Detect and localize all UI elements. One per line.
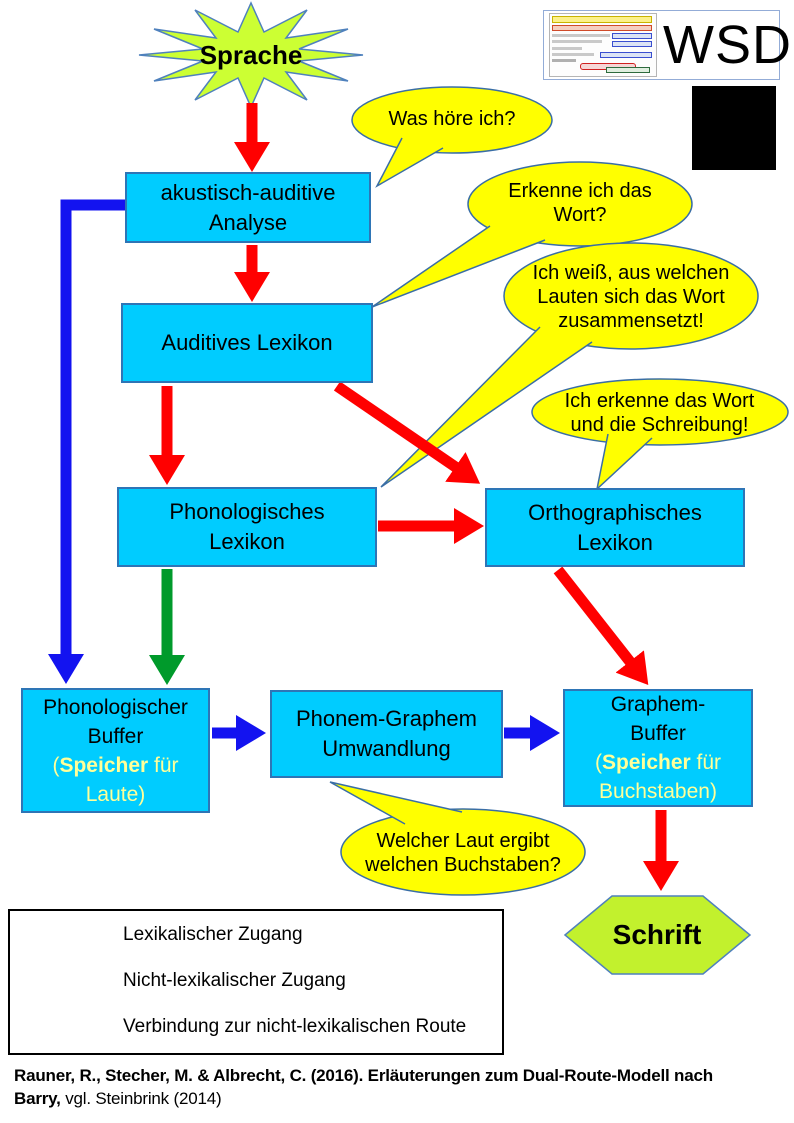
qr-code-icon [692, 86, 776, 170]
thumbnail-row [552, 34, 610, 37]
node-line: Auditives Lexikon [161, 330, 333, 355]
node-line: Buffer [87, 724, 144, 748]
bubble-erkenne-text: Erkenne ich das Wort? [508, 180, 652, 226]
node-line: Lexikon [577, 529, 653, 555]
thumbnail-row [552, 53, 594, 56]
node-line: Phonologischer [43, 695, 188, 719]
node-subtitle: (Speicher für Buchstaben) [594, 751, 722, 803]
schrift-label: Schrift [612, 919, 702, 950]
bubble-welcher-laut-text: Welcher Laut ergibt welchen Buchstaben? [365, 830, 561, 876]
thumbnail-row [552, 59, 576, 62]
node-line: Phonem-Graphem [296, 706, 477, 731]
citation-bold: Rauner, R., Stecher, M. & Albrecht, C. (2016). Erläuterungen zum Dual-Route-Modell nach Barry, [14, 1066, 713, 1108]
node-phonem-graphem-umwandlung [270, 690, 503, 778]
legend-label-lexikalisch: Lexikalischer Zugang [123, 924, 303, 945]
thumbnail-button [612, 41, 652, 47]
wsd-app-thumbnail [549, 13, 657, 77]
sprache-label: Sprache [199, 40, 303, 70]
legend-label-verbindung: Verbindung zur nicht-lexikalischen Route [123, 1016, 467, 1037]
bubble-ich-erkenne-text: Ich erkenne das Wort und die Schreibung! [564, 390, 755, 436]
node-orthographisches-lexikon [485, 488, 745, 567]
thumbnail-button [612, 33, 652, 39]
thumbnail-row [552, 25, 652, 31]
node-phonologisches-lexikon [117, 487, 377, 567]
node-graphem-buffer [563, 689, 753, 807]
node-subtitle: (Speicher für Laute) [52, 753, 179, 806]
thumbnail-row [552, 40, 602, 43]
arrow-nonlexical-elbow [66, 205, 125, 656]
wsd-logo-text: WSD [663, 15, 792, 75]
legend-label-nicht-lexikalisch: Nicht-lexikalischer Zugang [123, 970, 346, 991]
node-line: Analyse [208, 209, 288, 235]
node-line: Graphem- [610, 693, 706, 716]
node-line: Phonologisches [169, 499, 325, 524]
thumbnail-button [606, 67, 650, 73]
thumbnail-button [600, 52, 652, 58]
node-line: Orthographisches [528, 499, 702, 525]
bubble-ich-weiss-text: Ich weiß, aus welchen Lauten sich das Wort zusammensetzt! [532, 262, 730, 332]
node-line: Lexikon [209, 529, 285, 554]
citation [14, 1064, 726, 1110]
node-akustisch-auditive-analyse [125, 172, 371, 243]
node-line: akustisch-auditive [160, 179, 336, 205]
arrow-orthographisches-to-graphembuffer [558, 570, 631, 663]
thumbnail-row [552, 16, 652, 23]
citation-normal: vgl. Steinbrink (2014) [60, 1089, 222, 1108]
wsd-logo-box [543, 10, 792, 80]
node-phonologischer-buffer [21, 688, 210, 813]
bubble-was-hoere-ich-text: Was höre ich? [388, 108, 516, 130]
thumbnail-row [552, 47, 582, 50]
arrow-auditives-to-orthographisches [337, 386, 457, 468]
node-auditives-lexikon [121, 303, 373, 383]
node-line: Umwandlung [322, 736, 451, 761]
node-line: Buffer [630, 722, 686, 745]
